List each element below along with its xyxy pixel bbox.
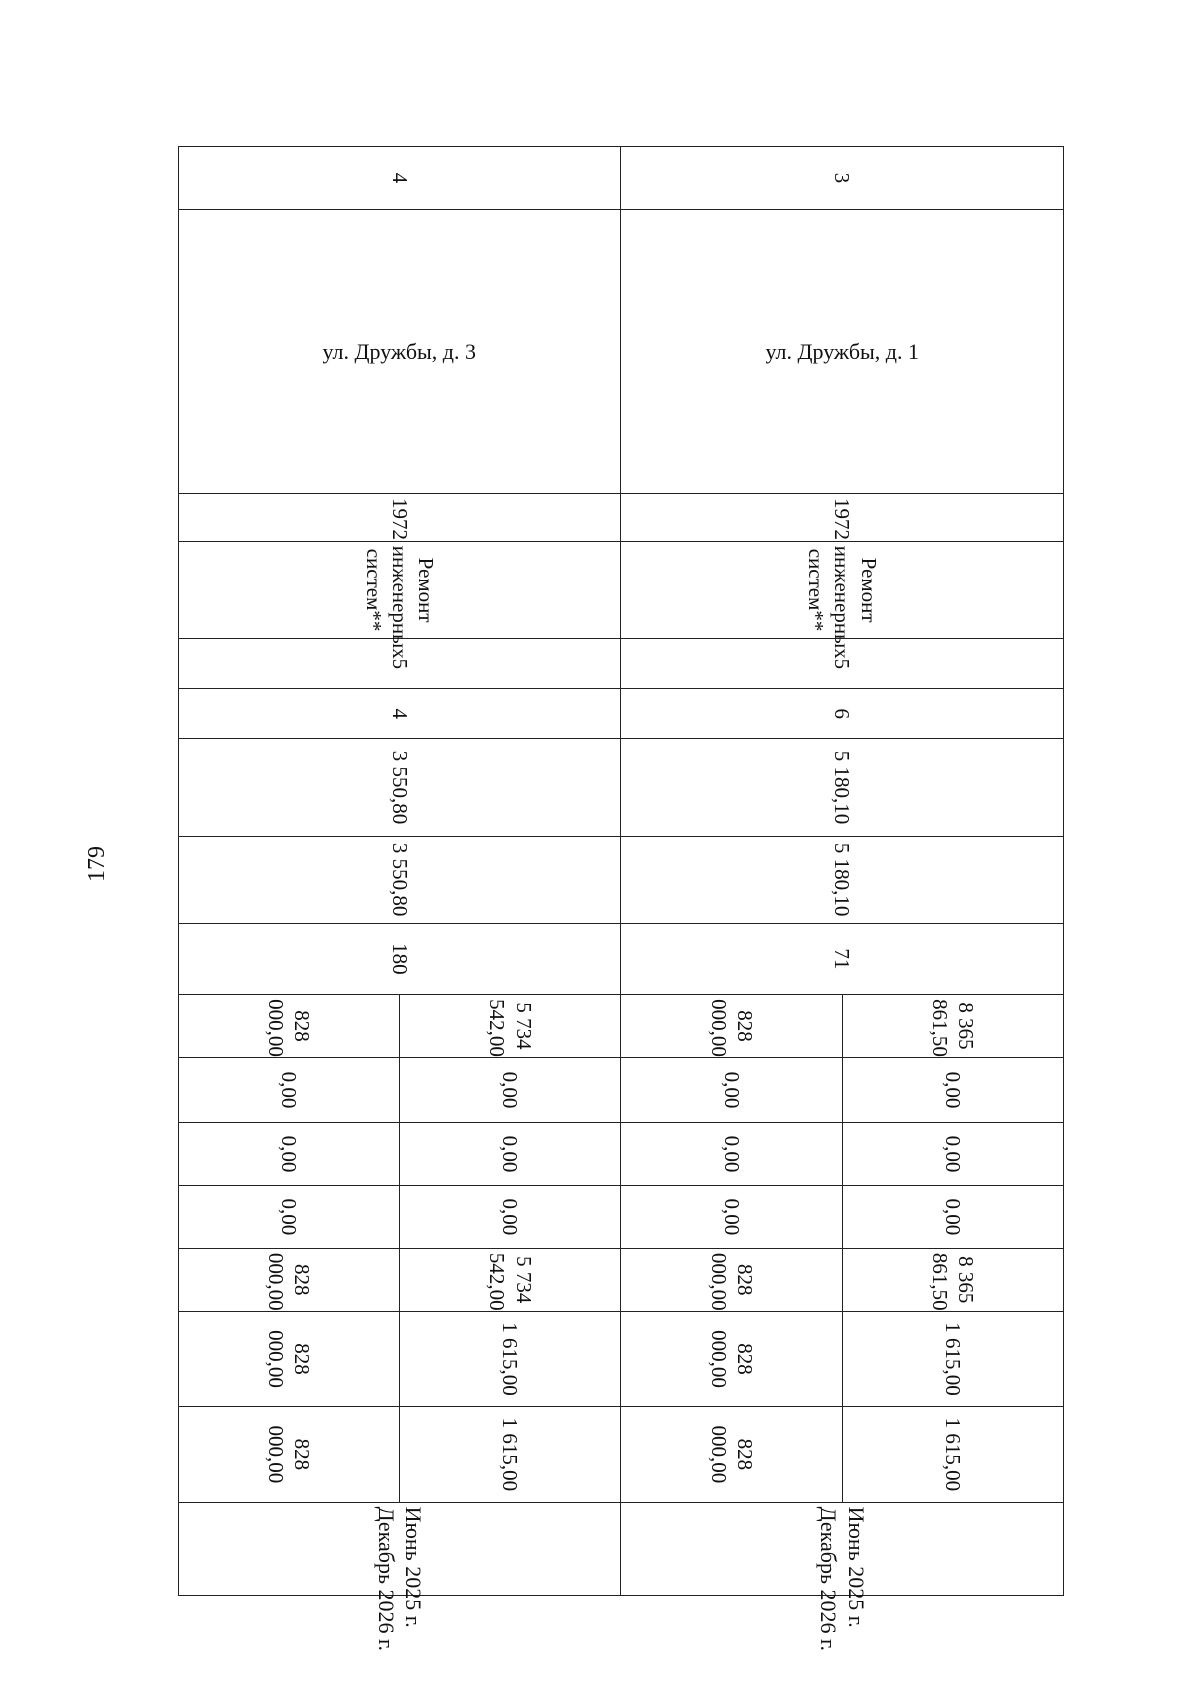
address-cell [179, 209, 622, 493]
federal-funds: 0,00 [842, 1058, 1063, 1123]
work-type: Ремонт инженерных систем** [179, 541, 622, 639]
table-row [400, 147, 621, 1596]
unit-limit: 1 615,00 [400, 1407, 621, 1502]
unit-cost-b: 828 000,00 [621, 1311, 842, 1406]
owners-funds-b: 828 000,00 [621, 1248, 842, 1311]
period-end: Декабрь 2026 г. [816, 1506, 842, 1652]
federal-funds-b: 0,00 [621, 1058, 842, 1123]
owners-funds: 5 734 542,00 [400, 1248, 621, 1311]
local-funds: 0,00 [842, 1185, 1063, 1248]
work-period [621, 1502, 1064, 1652]
living-area: 5 180,10 [621, 836, 1064, 923]
row-number: 3 [621, 147, 1064, 210]
address-wrapper [622, 214, 1063, 489]
repair-registry-table [178, 146, 1064, 1652]
entrances-count: 6 [621, 689, 1064, 739]
total-cost-fund: 828 000,00 [621, 995, 842, 1058]
period-start: Июнь 2025 г. [843, 1506, 869, 1628]
residents-count: 180 [179, 923, 622, 995]
regional-funds: 0,00 [842, 1123, 1063, 1186]
unit-limit: 1 615,00 [842, 1407, 1063, 1502]
regional-funds-b: 0,00 [621, 1123, 842, 1186]
year-built: 1972 [179, 494, 622, 542]
period-end: Декабрь 2026 г. [373, 1506, 399, 1652]
local-funds: 0,00 [400, 1185, 621, 1248]
living-area: 3 550,80 [179, 836, 622, 923]
table-row [842, 147, 1063, 1596]
total-cost: 5 734 542,00 [400, 995, 621, 1058]
owners-funds: 8 365 861,50 [842, 1248, 1063, 1311]
rotated-table-container [178, 146, 1064, 1652]
page-number: 179 [84, 846, 110, 882]
period-start: Июнь 2025 г. [401, 1506, 427, 1628]
address: ул. Дружбы, д. 3 [322, 338, 477, 364]
address-wrapper [179, 214, 620, 489]
federal-funds: 0,00 [400, 1058, 621, 1123]
address-cell [621, 209, 1064, 493]
local-funds-b: 0,00 [179, 1185, 400, 1248]
entrances-count: 4 [179, 689, 622, 739]
unit-cost-b: 828 000,00 [179, 1311, 400, 1406]
unit-limit-b: 828 000,00 [179, 1407, 400, 1502]
regional-funds: 0,00 [400, 1123, 621, 1186]
owners-funds-b: 828 000,00 [179, 1248, 400, 1311]
work-type: Ремонт инженерных систем** [621, 541, 1064, 639]
floors-count: 5 [621, 639, 1064, 689]
work-period [179, 1502, 622, 1652]
address: ул. Дружбы, д. 1 [765, 338, 920, 364]
total-area: 5 180,10 [621, 739, 1064, 837]
unit-cost: 1 615,00 [400, 1311, 621, 1406]
row-number: 4 [179, 147, 622, 210]
total-area: 3 550,80 [179, 739, 622, 837]
total-cost: 8 365 861,50 [842, 995, 1063, 1058]
regional-funds-b: 0,00 [179, 1123, 400, 1186]
residents-count: 71 [621, 923, 1064, 995]
year-built: 1972 [621, 494, 1064, 542]
floors-count: 5 [179, 639, 622, 689]
federal-funds-b: 0,00 [179, 1058, 400, 1123]
unit-limit-b: 828 000,00 [621, 1407, 842, 1502]
local-funds-b: 0,00 [621, 1185, 842, 1248]
total-cost-fund: 828 000,00 [179, 995, 400, 1058]
unit-cost: 1 615,00 [842, 1311, 1063, 1406]
